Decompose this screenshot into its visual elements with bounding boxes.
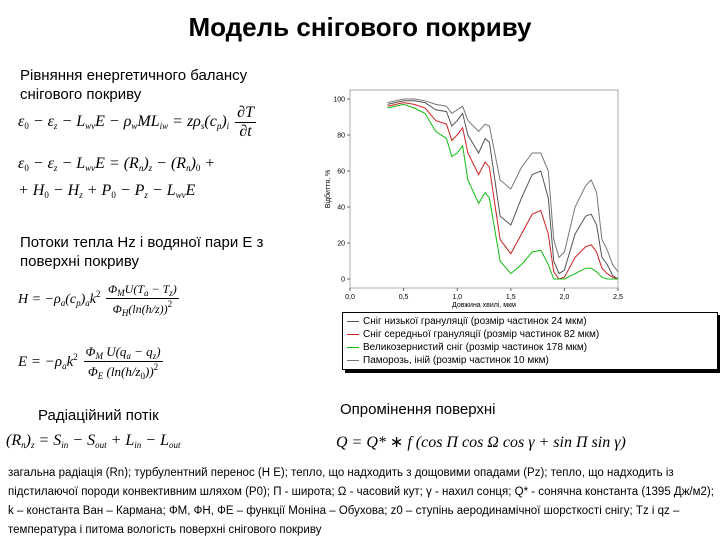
legend-item-fine-snow	[347, 315, 587, 328]
y-tick-label: 100	[333, 96, 345, 104]
legend-label: Великозернистий сніг (розмір частинок 178 мкм)	[363, 342, 588, 353]
y-tick-label: 80	[337, 132, 345, 140]
legend-item-frost	[347, 354, 549, 367]
legend-swatch	[347, 360, 359, 361]
legend-label: Сніг середньої грануляції (розмір частинок 82 мкм)	[363, 329, 600, 340]
y-tick-label: 60	[337, 168, 345, 176]
y-tick-label: 40	[337, 204, 345, 212]
x-tick-label: 1,5	[505, 294, 516, 301]
x-tick-label: 0,0	[345, 294, 355, 301]
chart-legend	[342, 312, 718, 370]
equation-heat-flux-h: $H = -\rho_a(c_p)_ak^2$ $\frac{\Phi_MU(T_a - T_z)}{\Phi_H(\ln(h/z))^2}$	[18, 282, 177, 318]
radiation-heading: Радіаційний потік	[38, 407, 159, 424]
y-tick-label: 0	[341, 276, 345, 284]
heat-flux-heading: Потоки тепла Hz і водяної пари E з поверхні покриву	[20, 234, 264, 270]
x-axis-label: Довжина хвилі, мкм	[452, 302, 516, 309]
legend-swatch	[347, 347, 359, 348]
equation-energy-balance-2: $\varepsilon_0 - \varepsilon_z - L_{wv}E = (R_n)_z - (R_n)_0$ +	[18, 155, 216, 173]
equation-energy-balance-1: $\varepsilon_0 - \varepsilon_z - L_{wv}E - \rho_wML_{iw} = z\rho_s(c_p)_i$ $\frac{\partial T}{\partial t}$	[18, 104, 254, 140]
irradiance-heading: Опромінення поверхні	[340, 401, 496, 418]
reflectance-chart	[318, 80, 628, 312]
x-tick-label: 0,5	[398, 294, 409, 301]
equation-irradiance: Q = Q* ∗ f (cos Π cos Ω cos γ + sin Π sin γ)	[336, 434, 626, 451]
y-tick-label: 20	[337, 240, 345, 248]
legend-item-medium-snow	[347, 328, 599, 341]
series-line-frost	[388, 99, 619, 272]
plot-frame	[350, 90, 618, 288]
legend-swatch	[347, 334, 359, 335]
page-title: Модель снігового покриву	[188, 12, 532, 42]
legend-label: Сніг низької грануляції (розмір частинок 24 мкм)	[363, 316, 587, 327]
x-tick-label: 2,0	[559, 294, 570, 301]
series-line-coarse-snow	[388, 104, 619, 279]
y-axis-label: Відбиття, %	[325, 169, 332, 209]
energy-balance-heading: Рівняння енергетичного балансу снігового покриву	[20, 67, 248, 103]
legend-swatch	[347, 321, 359, 322]
footer-notes: загальна радіація (Rn); турбулентний перенос (H E); тепло, що надходить з дощовими опадами (Pz); тепло, що надходить із підстилаючої породи конвективним шляхом (P0); П - широта; Ω - часовий кут; γ - нахил сонця; Q* - сонячна константа (1395 Дж/м2); k – константа Ван – Кармана; ФМ, ФН, ФЕ – функції Моніна – Обухова; z0 – ступінь аеродинамічної шорсткості снігу; Tz і qz – температура і питома вологість поверхні снігового покриву	[8, 467, 714, 536]
x-tick-label: 1,0	[452, 294, 463, 301]
equation-vapor-flux-e: $E = -\rho_ak^2$ $\frac{\Phi_M U(q_a - q_z)}{\Phi_E (\ln(h/z_0))^2}$	[18, 344, 161, 381]
legend-label: Паморозь, іній (розмір частинок 10 мкм)	[363, 355, 549, 366]
x-tick-label: 2,5	[613, 294, 623, 301]
equation-energy-balance-3: + $H_0 - H_z + P_0 - P_z - L_{wv}E$	[18, 182, 196, 200]
legend-item-coarse-snow	[347, 341, 587, 354]
equation-radiation: $(R_n)_z = S_{in} - S_{out} + L_{in} - L_{out}$	[6, 432, 181, 450]
